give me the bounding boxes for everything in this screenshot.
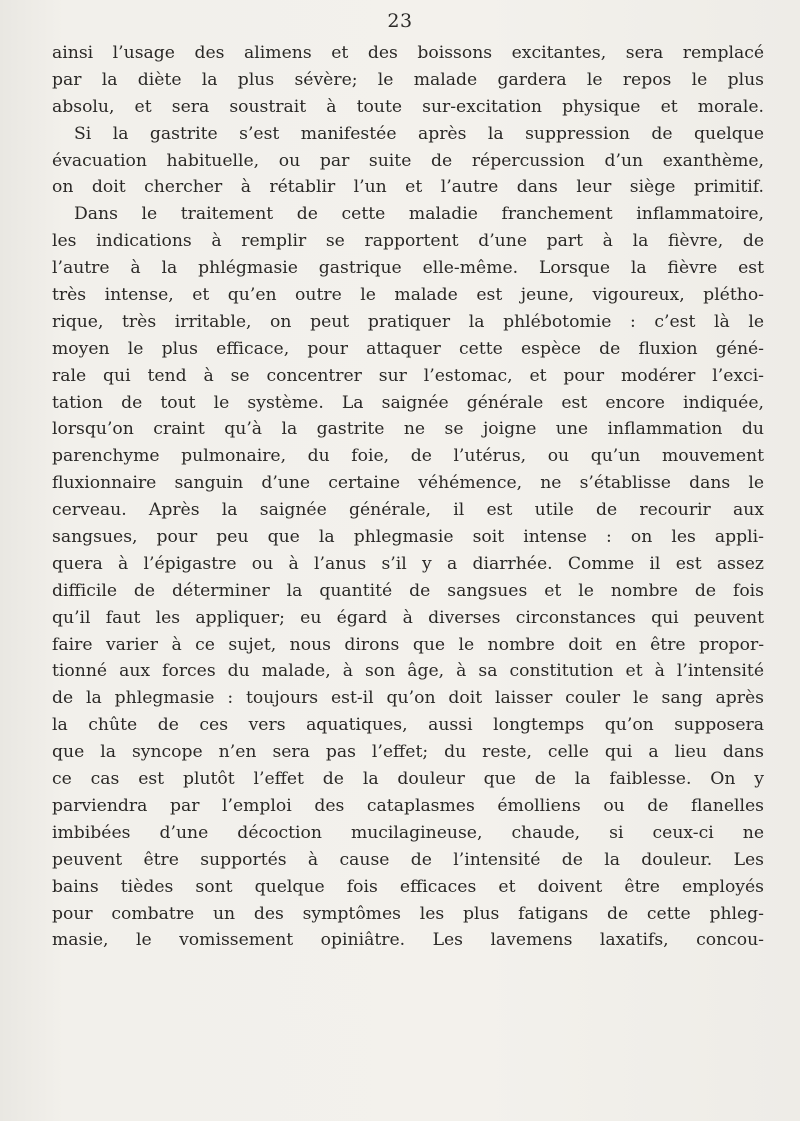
text-line: on doit chercher à rétablir l’un et l’autre dans leur siège primitif. (52, 177, 764, 198)
text-line: la chûte de ces vers aquatiques, aussi longtemps qu’on supposera (52, 715, 764, 736)
text-line: absolu, et sera soustrait à toute sur-excitation physique et morale. (52, 96, 764, 117)
text-line: rale qui tend à se concentrer sur l’estomac, et pour modérer l’exci- (52, 365, 764, 386)
text-line: peuvent être supportés à cause de l’intensité de la douleur. Les (52, 849, 764, 870)
text-line: cerveau. Après la saignée générale, il est utile de recourir aux (52, 500, 764, 521)
text-line: rique, très irritable, on peut pratiquer la phlébotomie : c’est là le (52, 311, 764, 332)
text-line: faire varier à ce sujet, nous dirons que le nombre doit en être propor- (52, 634, 764, 655)
text-line: tionné aux forces du malade, à son âge, à sa constitution et à l’intensité (52, 661, 764, 682)
text-line: imbibées d’une décoction mucilagineuse, chaude, si ceux-ci ne (52, 822, 764, 843)
text-line: par la diète la plus sévère; le malade gardera le repos le plus (52, 69, 764, 90)
text-line: l’autre à la phlégmasie gastrique elle-même. Lorsque la fièvre est (52, 258, 764, 279)
text-line: parviendra par l’emploi des cataplasmes émolliens ou de flanelles (52, 795, 764, 816)
text-line: ainsi l’usage des alimens et des boissons excitantes, sera remplacé (52, 43, 764, 63)
text-line: Dans le traitement de cette maladie franchement inflammatoire, (74, 204, 764, 225)
text-line: pour combatre un des symptômes les plus fatigans de cette phleg- (52, 903, 764, 924)
text-line: que la syncope n’en sera pas l’effet; du reste, celle qui a lieu dans (52, 742, 764, 763)
text-line: les indications à remplir se rapportent d’une part à la fièvre, de (52, 231, 764, 252)
text-line: moyen le plus efficace, pour attaquer cette espèce de fluxion géné- (52, 338, 764, 359)
text-line: de la phlegmasie : toujours est-il qu’on doit laisser couler le sang après (52, 688, 764, 709)
text-line: quera à l’épigastre ou à l’anus s’il y a diarrhée. Comme il est assez (52, 553, 764, 574)
text-line: masie, le vomissement opiniâtre. Les lavemens laxatifs, concou- (52, 930, 764, 951)
text-line: ce cas est plutôt l’effet de la douleur que de la faiblesse. On y (52, 769, 764, 790)
page-number: 23 (387, 10, 413, 32)
text-line: tation de tout le système. La saignée générale est encore indiquée, (52, 392, 764, 413)
text-line: lorsqu’on craint qu’à la gastrite ne se joigne une inflammation du (52, 419, 764, 440)
body-text (52, 40, 764, 954)
text-line: évacuation habituelle, ou par suite de répercussion d’un exanthème, (52, 150, 764, 171)
text-line: Si la gastrite s’est manifestée après la suppression de quelque (74, 123, 764, 144)
text-line: difficile de déterminer la quantité de sangsues et le nombre de fois (52, 580, 764, 601)
text-line: bains tièdes sont quelque fois efficaces et doivent être employés (52, 876, 764, 897)
text-line: fluxionnaire sanguin d’une certaine véhémence, ne s’établisse dans le (52, 473, 764, 494)
text-line: très intense, et qu’en outre le malade est jeune, vigoureux, plétho- (52, 285, 764, 306)
text-line: sangsues, pour peu que la phlegmasie soit intense : on les appli- (52, 527, 764, 548)
text-line: qu’il faut les appliquer; eu égard à diverses circonstances qui peuvent (52, 607, 764, 628)
text-line: parenchyme pulmonaire, du foie, de l’utérus, ou qu’un mouvement (52, 446, 764, 467)
